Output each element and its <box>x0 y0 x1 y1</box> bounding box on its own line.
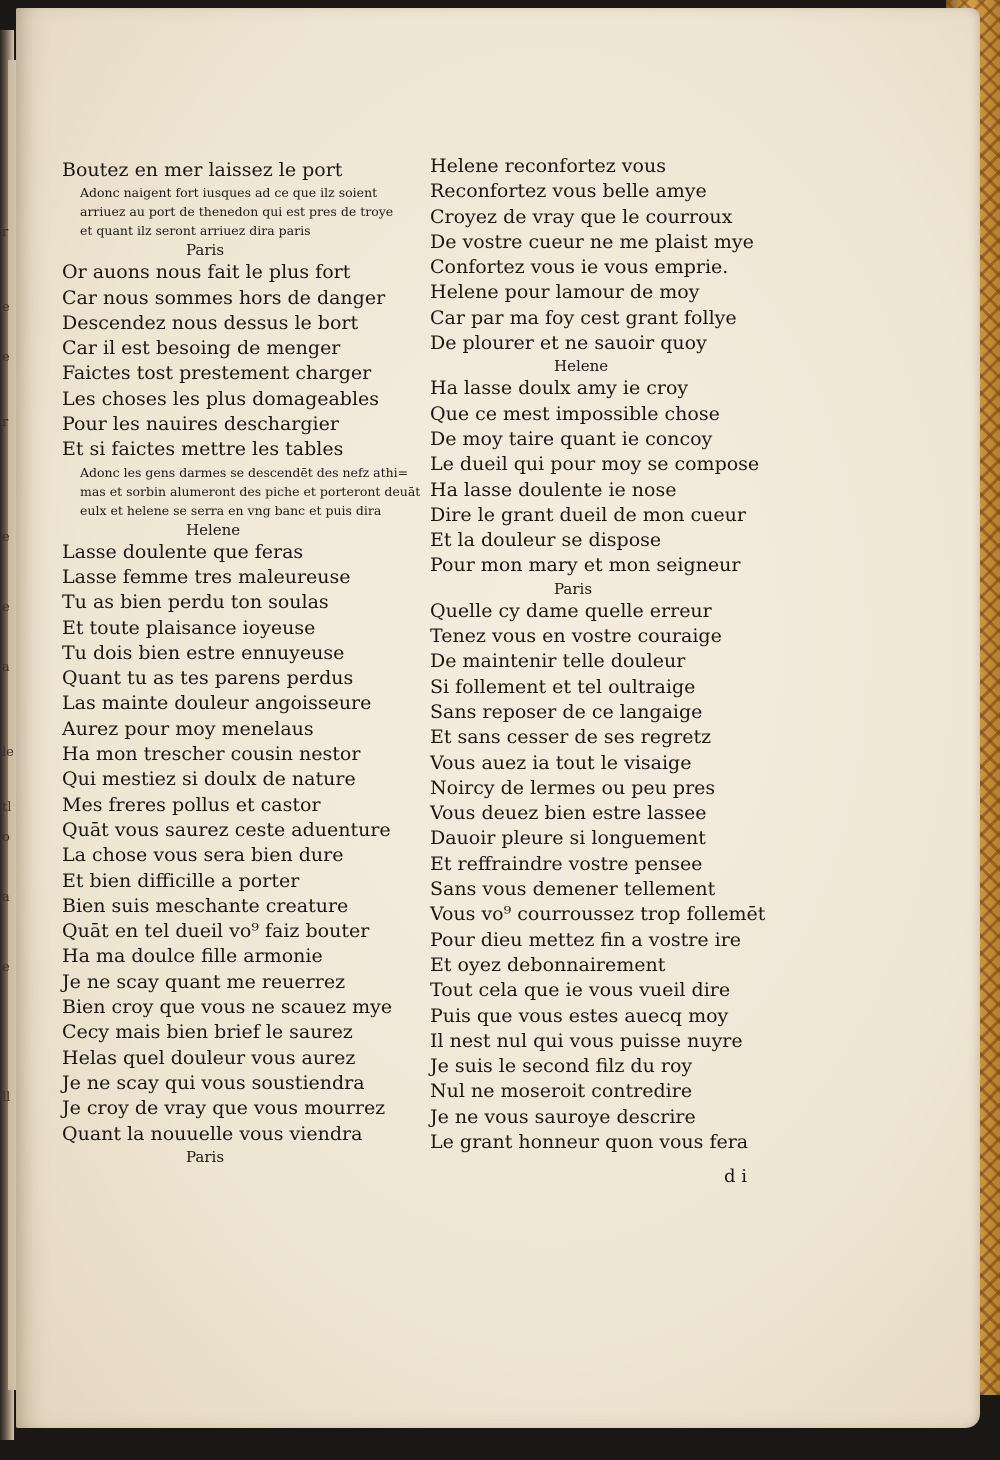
verse-line: Tu dois bien estre ennuyeuse <box>62 641 345 664</box>
left-text-column <box>62 158 422 1167</box>
stage-direction-line: mas et sorbin alumeront des piche et porteront deuāt <box>80 483 421 499</box>
verse-line: Helas quel douleur vous aurez <box>62 1046 356 1069</box>
verse-line: Tu as bien perdu ton soulas <box>62 591 329 614</box>
verse-line: Je suis le second filz du roy <box>430 1055 693 1078</box>
verse-line: Lasse femme tres maleureuse <box>62 565 351 588</box>
verse-line: Je ne scay quant me reuerrez <box>62 970 346 993</box>
margin-fragment: r <box>2 415 9 430</box>
verse-line: Les choses les plus domageables <box>62 387 380 410</box>
stage-direction-line: arriuez au port de thenedon qui est pres de troye <box>80 204 394 220</box>
speaker-heading: Paris <box>186 241 225 260</box>
verse-line: Et sans cesser de ses regretz <box>430 726 712 749</box>
verse-line: Car par ma foy cest grant follye <box>430 306 737 329</box>
verse-line: Je ne vous sauroye descrire <box>430 1105 696 1128</box>
margin-fragment: o <box>2 830 10 845</box>
verse-line: Descendez nous dessus le bort <box>62 311 359 334</box>
verse-line: Tout cela que ie vous vueil dire <box>430 979 731 1002</box>
verse-line: Vous deuez bien estre lassee <box>430 802 707 825</box>
verse-line: Puis que vous estes auecq moy <box>430 1004 729 1027</box>
verse-line: De plourer et ne sauoir quoy <box>430 332 707 355</box>
speaker-heading: Paris <box>554 579 593 598</box>
verse-line: Noircy de lermes ou peu pres <box>430 776 716 799</box>
verse-line: De vostre cueur ne me plaist mye <box>430 230 754 253</box>
verse-line: Sans reposer de ce langaige <box>430 700 703 723</box>
verse-line: Helene reconfortez vous <box>430 155 666 177</box>
verse-line: Ha lasse doulente ie nose <box>430 478 677 501</box>
verse-line: Car nous sommes hors de danger <box>62 286 386 309</box>
verse-line: Dauoir pleure si longuement <box>430 827 706 850</box>
verse-line: Je ne scay qui vous soustiendra <box>62 1071 365 1094</box>
verse-line: Lasse doulente que feras <box>62 540 304 563</box>
verse-line: Nul ne moseroit contredire <box>430 1080 693 1103</box>
verse-line: Et si faictes mettre les tables <box>62 438 344 461</box>
verse-line: Pour mon mary et mon seigneur <box>430 554 741 577</box>
verse-line: Ha lasse doulx amy ie croy <box>430 377 689 400</box>
margin-fragment: a <box>2 660 10 675</box>
verse-line: Las mainte douleur angoisseure <box>62 692 372 715</box>
margin-fragment: e <box>2 960 10 975</box>
verse-line: Faictes tost prestement charger <box>62 362 372 385</box>
margin-fragment: le <box>2 745 14 760</box>
verse-line: Et oyez debonnairement <box>430 953 666 976</box>
margin-fragment: a <box>2 890 10 905</box>
verse-line: Je croy de vray que vous mourrez <box>62 1097 386 1120</box>
verse-line: Ha ma doulce fille armonie <box>62 945 323 968</box>
verse-line: Dire le grant dueil de mon cueur <box>430 503 746 526</box>
verse-line: Bien croy que vous ne scauez mye <box>62 996 393 1019</box>
verse-line: Confortez vous ie vous emprie. <box>430 256 729 279</box>
verse-line: De moy taire quant ie concoy <box>430 427 713 450</box>
verse-line: Si follement et tel oultraige <box>430 675 696 698</box>
verse-line: Pour dieu mettez fin a vostre ire <box>430 928 742 951</box>
verse-line: Car il est besoing de menger <box>62 337 341 360</box>
verse-line: Quant tu as tes parens perdus <box>62 667 354 690</box>
verse-line: Ha mon trescher cousin nestor <box>62 743 361 766</box>
verse-line: Le grant honneur quon vous fera <box>430 1130 749 1153</box>
verse-line: Qui mestiez si doulx de nature <box>62 768 356 791</box>
verse-line: De maintenir telle douleur <box>430 650 686 673</box>
stage-direction-line: Adonc les gens darmes se descendēt des nefz athi= <box>80 464 409 480</box>
stage-direction-line: et quant ilz seront arriuez dira paris <box>80 223 311 239</box>
verse-line: Quelle cy dame quelle erreur <box>430 599 712 622</box>
speaker-heading: Helene <box>186 520 241 539</box>
verse-line: Boutez en mer laissez le port <box>62 159 343 181</box>
speaker-heading: Helene <box>554 357 609 376</box>
verse-line: Cecy mais bien brief le saurez <box>62 1021 353 1044</box>
verse-line: Quant la nouuelle vous viendra <box>62 1122 363 1145</box>
verse-line: Il nest nul qui vous puisse nuyre <box>430 1029 743 1052</box>
verse-line: Vous auez ia tout le visaige <box>430 751 692 774</box>
verse-line: Et toute plaisance ioyeuse <box>62 616 316 639</box>
stage-direction-line: eulx et helene se serra en vng banc et puis dira <box>80 502 382 518</box>
verse-line: Et reffraindre vostre pensee <box>430 852 703 875</box>
margin-fragment: tl <box>2 800 12 815</box>
verse-line: Croyez de vray que le courroux <box>430 205 733 228</box>
verse-line: Quāt vous saurez ceste aduenture <box>62 818 391 841</box>
verse-line: Sans vous demener tellement <box>430 878 716 901</box>
right-text-column <box>430 154 780 1155</box>
margin-fragment: r <box>2 225 9 240</box>
verse-line: Or auons nous fait le plus fort <box>62 261 351 284</box>
margin-fragment: e <box>2 350 10 365</box>
verse-line: Aurez pour moy menelaus <box>62 717 314 740</box>
margin-fragment: e <box>2 600 10 615</box>
verse-line: Tenez vous en vostre couraige <box>430 625 722 648</box>
verse-line: La chose vous sera bien dure <box>62 844 344 867</box>
signature-mark: d i <box>724 1166 748 1187</box>
stage-direction-line: Adonc naigent fort iusques ad ce que ilz soient <box>80 185 378 201</box>
verse-line: Quāt en tel dueil vo⁹ faiz bouter <box>62 920 370 943</box>
verse-line: Helene pour lamour de moy <box>430 281 700 304</box>
verse-line: Reconfortez vous belle amye <box>430 180 707 203</box>
verse-line: Pour les nauires deschargier <box>62 413 339 436</box>
verse-line: Mes freres pollus et castor <box>62 793 321 816</box>
verse-line: Et la douleur se dispose <box>430 529 662 552</box>
speaker-heading: Paris <box>186 1147 225 1166</box>
margin-fragment: ll <box>2 1090 11 1105</box>
margin-fragment: e <box>2 530 10 545</box>
verse-line: Que ce mest impossible chose <box>430 402 720 425</box>
verse-line: Bien suis meschante creature <box>62 894 349 917</box>
verse-line: Le dueil qui pour moy se compose <box>430 453 760 476</box>
verse-line: Vous vo⁹ courroussez trop follemēt <box>430 903 766 926</box>
verse-line: Et bien difficille a porter <box>62 869 300 892</box>
margin-fragment: e <box>2 300 10 315</box>
